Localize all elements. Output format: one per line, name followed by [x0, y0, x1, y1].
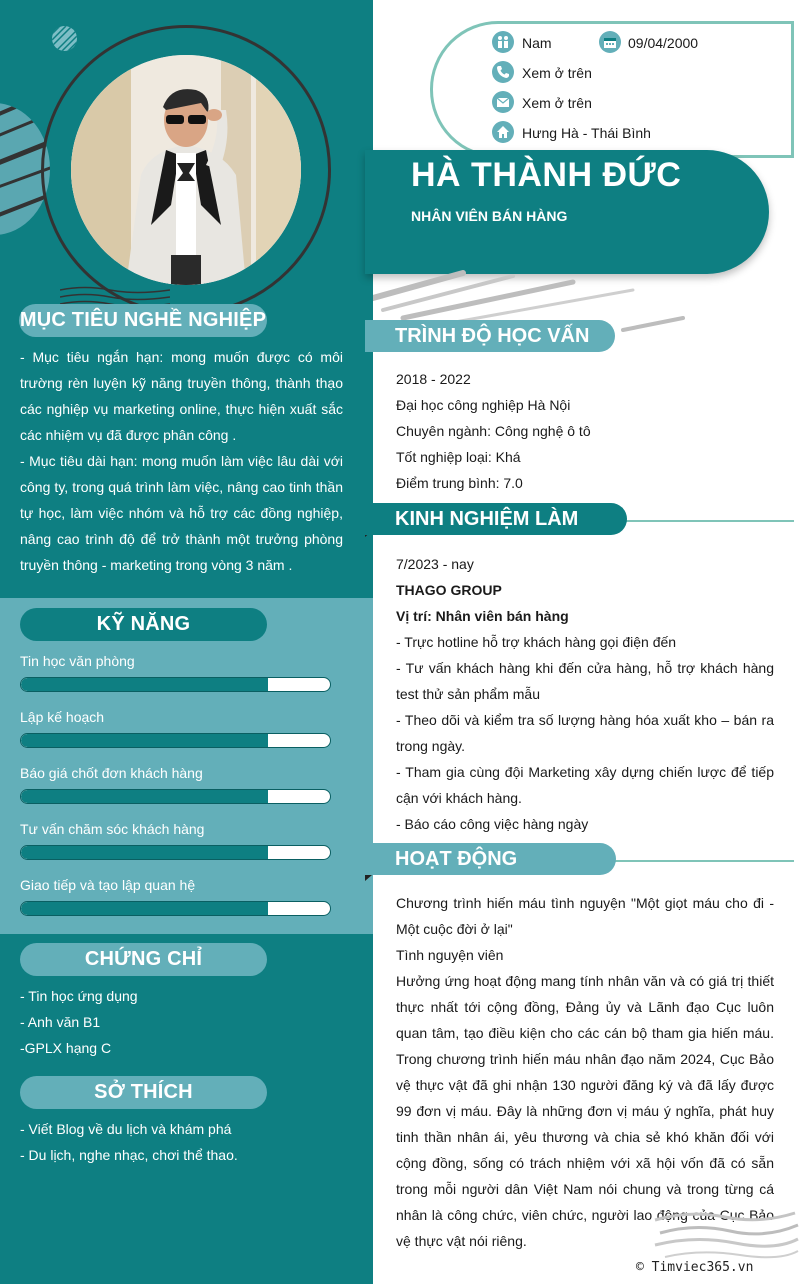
experience-position: Vị trí: Nhân viên bán hàng: [396, 608, 569, 624]
education-school: Đại học công nghiệp Hà Nội: [396, 397, 571, 413]
experience-company: THAGO GROUP: [396, 582, 502, 598]
skill-bar: [20, 677, 331, 692]
skill-label: Tin học văn phòng: [20, 653, 135, 669]
skill-bar-fill: [21, 734, 268, 747]
experience-duty: - Tham gia cùng đội Marketing xây dựng chiến lược để tiếp cận với khách hàng.: [396, 764, 774, 806]
goal-title: MỤC TIÊU NGHỀ NGHIỆP: [19, 304, 267, 337]
skill-label: Lập kế hoạch: [20, 709, 105, 725]
skill-bar-fill: [21, 902, 268, 915]
section-divider-line: [615, 860, 794, 862]
phone-icon: [492, 61, 514, 83]
education-rank: Tốt nghiệp loại: Khá: [396, 449, 521, 465]
certificate-item: - Anh văn B1: [20, 1014, 101, 1030]
skill-label: Giao tiếp và tạo lập quan hệ: [20, 877, 196, 893]
certificate-item: -GPLX hạng C: [20, 1040, 112, 1056]
section-corner: [365, 875, 372, 881]
skill-label: Tư vấn chăm sóc khách hàng: [20, 821, 205, 837]
skill-bar: [20, 845, 331, 860]
education-gpa: Điểm trung bình: 7.0: [396, 475, 523, 491]
activity-role: Tình nguyện viên: [396, 947, 504, 963]
decorative-stripe-circle: [52, 26, 77, 51]
education-details: [396, 366, 774, 496]
profile-photo: [71, 55, 301, 285]
skill-bar-fill: [21, 790, 268, 803]
skills-title: KỸ NĂNG: [20, 608, 267, 641]
skill-bar-fill: [21, 678, 268, 691]
experience-duty: - Theo dõi và kiểm tra số lượng hàng hóa xuất kho – bán ra trong ngày.: [396, 712, 774, 754]
experience-title: KINH NGHIỆM LÀM VIỆC: [365, 503, 627, 535]
experience-duty: - Báo cáo công việc hàng ngày: [396, 816, 589, 832]
hobby-item: - Du lịch, nghe nhạc, chơi thể thao.: [20, 1147, 238, 1163]
hobby-item: - Viết Blog về du lịch và khám phá: [20, 1121, 232, 1137]
experience-duty: - Trực hotline hỗ trợ khách hàng gọi điện đến: [396, 634, 677, 650]
experience-period: 7/2023 - nay: [396, 556, 474, 572]
activities-title: HOẠT ĐỘNG: [365, 843, 616, 875]
skill-bar-fill: [21, 846, 268, 859]
left-column: [0, 0, 373, 1284]
skill-bar: [20, 733, 331, 748]
phone-text: Xem ở trên: [522, 65, 592, 81]
activities-details: [396, 890, 774, 1254]
goal-text: [20, 344, 343, 578]
experience-duty: - Tư vấn khách hàng khi đến cửa hàng, hỗ trợ khách hàng test thử sản phẩm mẫu: [396, 660, 774, 702]
activity-event: Chương trình hiến máu tình nguyện "Một giọt máu cho đi - Một cuộc đời ở lại": [396, 895, 774, 937]
address-text: Hưng Hà - Thái Bình: [522, 125, 651, 141]
home-icon: [492, 121, 514, 143]
job-title: NHÂN VIÊN BÁN HÀNG: [411, 208, 568, 224]
candidate-name: HÀ THÀNH ĐỨC: [411, 156, 682, 194]
email-icon: [492, 91, 514, 113]
birthdate-text: 09/04/2000: [628, 35, 699, 51]
wave-brush-decoration: [650, 1205, 800, 1265]
certificate-item: - Tin học ứng dụng: [20, 988, 138, 1004]
hobbies-title: SỞ THÍCH: [20, 1076, 267, 1109]
gender-icon: [492, 31, 514, 53]
experience-details: [396, 551, 774, 837]
gender-text: Nam: [522, 35, 552, 51]
certificates-title: CHỨNG CHỈ: [20, 943, 267, 976]
skill-bar: [20, 789, 331, 804]
calendar-icon: [599, 31, 621, 53]
education-major: Chuyên ngành: Công nghệ ô tô: [396, 423, 591, 439]
watermark: © Timviec365.vn: [636, 1260, 754, 1275]
email-text: Xem ở trên: [522, 95, 592, 111]
skill-label: Báo giá chốt đơn khách hàng: [20, 765, 203, 781]
section-divider-line: [625, 520, 794, 522]
goal-short-term: - Mục tiêu ngắn hạn: mong muốn được có môi trường rèn luyện kỹ năng truyền thông, thành thạo các nghiệp vụ marketing online, thực hiện xuất sắc các nhiệm vụ đã được phân công .: [20, 349, 343, 443]
skill-bar: [20, 901, 331, 916]
activity-description: Hưởng ứng hoạt động mang tính nhân văn và có giá trị thiết thực nhất tới cộng đồng, Đảng ủy và Lãnh đạo Cục luôn quan tâm, tạo điều kiện cho các cán bộ tham gia hiến máu. Trong chương trình hiến máu nhân đạo năm 2024, Cục Bảo vệ thực vật đã ghi nhận 130 người đăng ký và đã lấy được 99 đơn vị máu. Đây là những đơn vị máu ý nghĩa, phát huy tinh thần nhân ái, yêu thương và chia sẻ khó khăn đối với cộng đồng, sống có trách nhiệm với xã hội vốn đã có sẵn trong mỗi người dân Việt Nam nói chung và trong từng cá nhân là công chức, viên chức, người lao động của Cục Bảo vệ thực vật nói riêng.: [396, 973, 774, 1249]
education-period: 2018 - 2022: [396, 371, 471, 387]
goal-long-term: - Mục tiêu dài hạn: mong muốn làm việc lâu dài với công ty, trong quá trình làm việc, nâng cao tinh thần tự học, làm việc nhóm và hỗ trợ các đồng nghiệp, nâng cao trình độ để trở thành một trưởng phòng truyền thông - marketing trong vòng 3 năm .: [20, 453, 343, 573]
education-title: TRÌNH ĐỘ HỌC VẤN: [365, 320, 615, 352]
